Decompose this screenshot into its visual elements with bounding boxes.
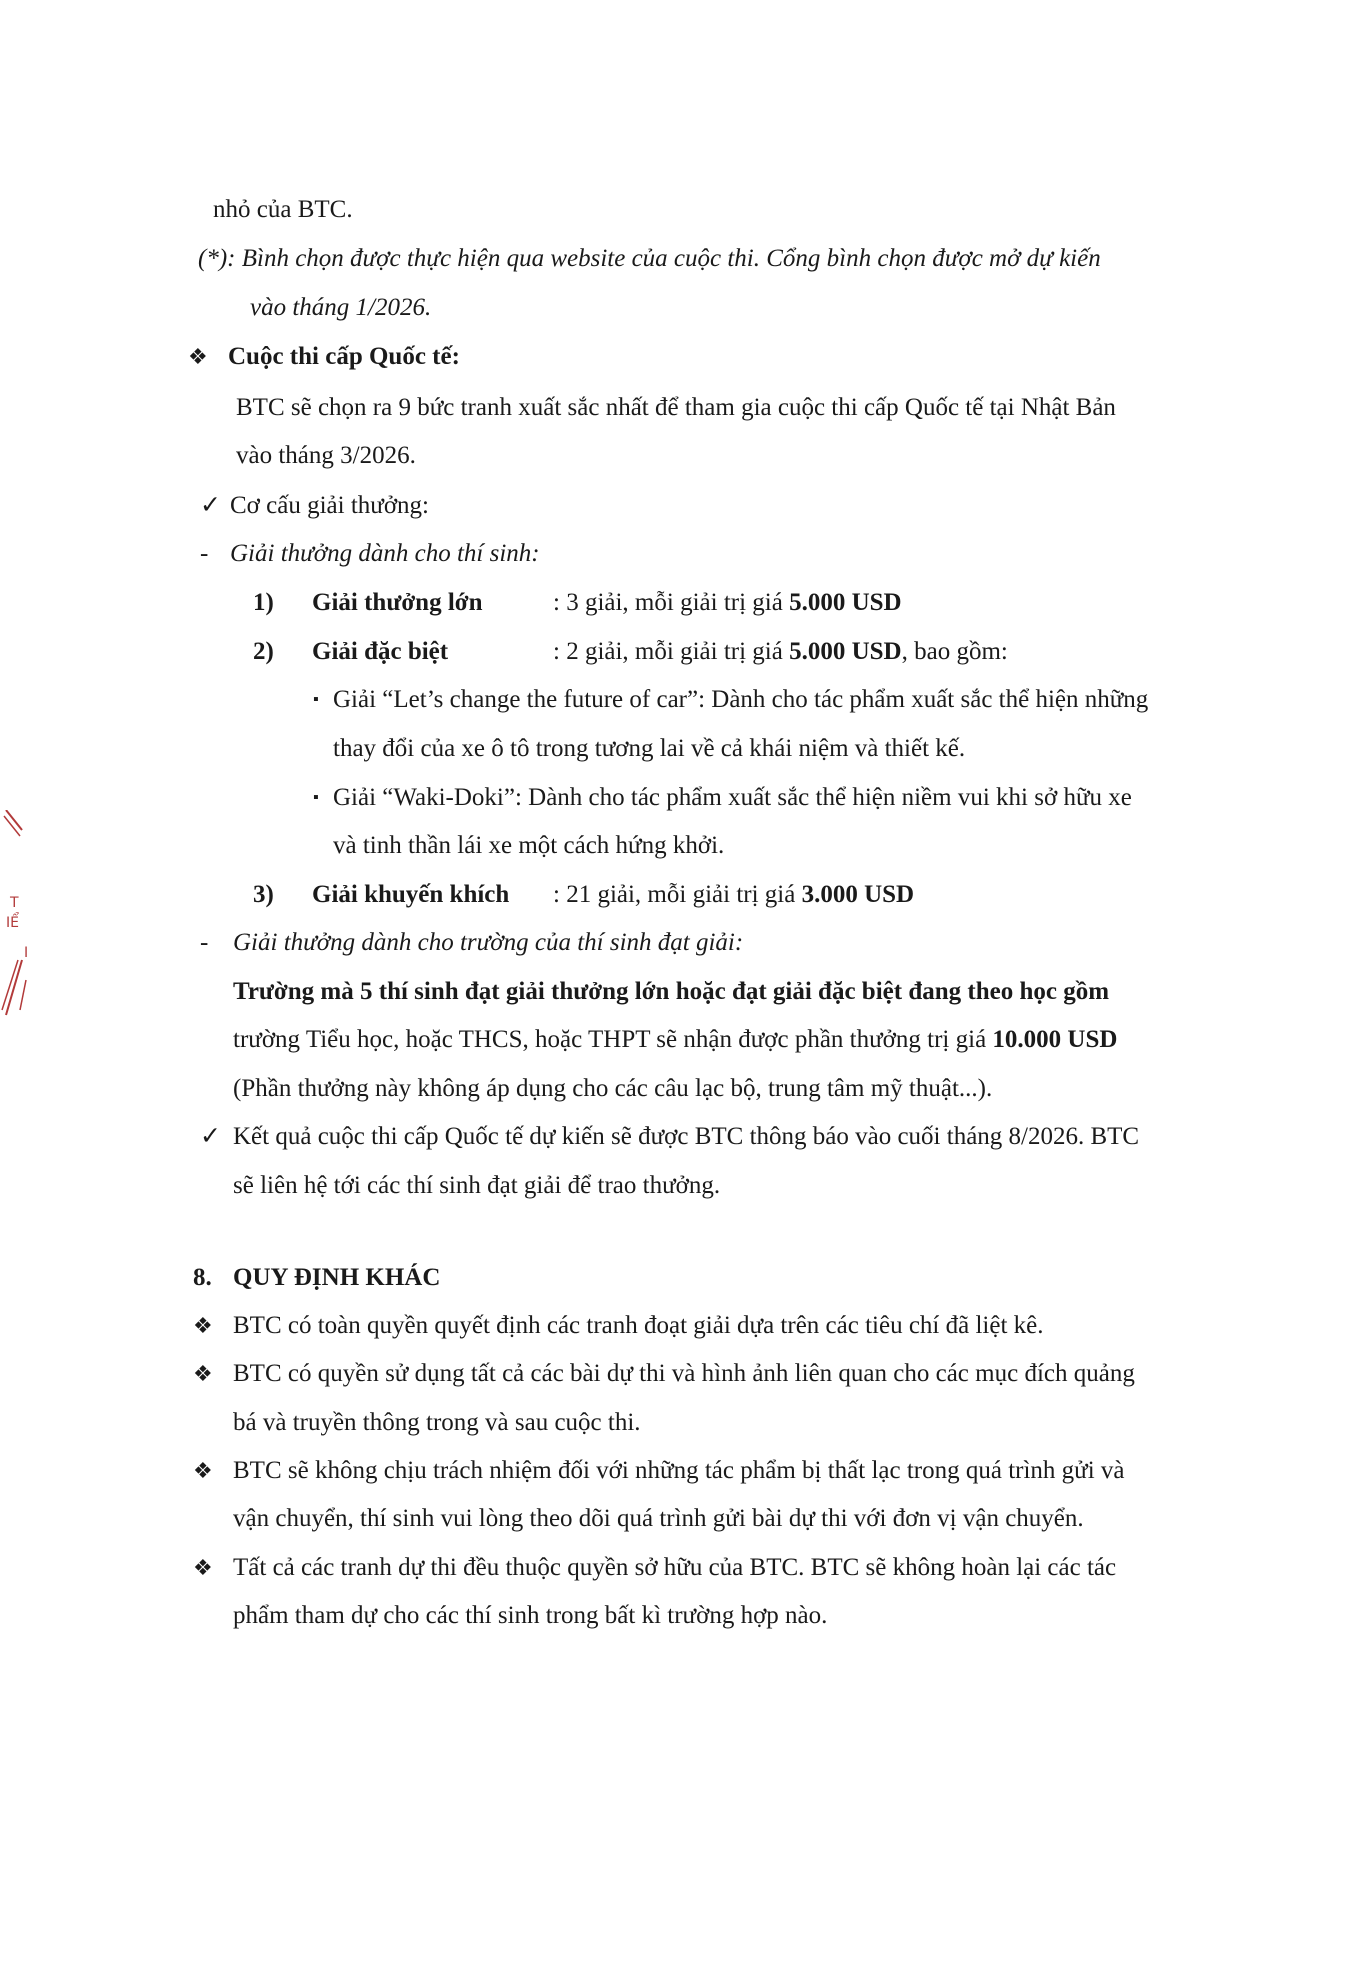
prize-number: 3) [253, 881, 274, 908]
stamp-letter: IỂ [6, 915, 19, 931]
stamp-letter: T [10, 895, 19, 911]
sub-prize-line: và tinh thần lái xe một cách hứng khởi. [333, 832, 725, 859]
result-paragraph: sẽ liên hệ tới các thí sinh đạt giải để trao thưởng. [233, 1172, 721, 1199]
stamp-fragment [0, 810, 36, 1030]
diamond-bullet-icon: ❖ [193, 1313, 213, 1338]
result-paragraph: Kết quả cuộc thi cấp Quốc tế dự kiến sẽ được BTC thông báo vào cuối tháng 8/2026. BTC [233, 1123, 1140, 1150]
diamond-bullet-icon: ❖ [193, 1361, 213, 1386]
diamond-bullet-icon: ❖ [188, 344, 208, 369]
section-number: 8. [193, 1264, 212, 1291]
rule-line: BTC có toàn quyền quyết định các tranh đoạt giải dựa trên các tiêu chí đã liệt kê. [233, 1312, 1044, 1339]
rule-line: BTC có quyền sử dụng tất cả các bài dự thi và hình ảnh liên quan cho các mục đích quảng [233, 1360, 1135, 1387]
school-paragraph: Trường mà 5 thí sinh đạt giải thưởng lớn hoặc đạt giải đặc biệt đang theo học gồm [233, 978, 1110, 1005]
prize-description: : 21 giải, mỗi giải trị giá 3.000 USD [553, 881, 915, 908]
students-heading: Giải thưởng dành cho thí sinh: [230, 540, 540, 567]
school-paragraph: trường Tiểu học, hoặc THCS, hoặc THPT sẽ nhận được phần thưởng trị giá 10.000 USD [233, 1026, 1118, 1053]
sub-prize-line: thay đổi của xe ô tô trong tương lai về cả khái niệm và thiết kế. [333, 735, 966, 762]
intl-paragraph: vào tháng 3/2026. [236, 442, 416, 469]
diamond-bullet-icon: ❖ [193, 1555, 213, 1580]
check-icon: ✓ [200, 492, 221, 519]
rule-line: Tất cả các tranh dự thi đều thuộc quyền sở hữu của BTC. BTC sẽ không hoàn lại các tác [233, 1554, 1117, 1581]
sub-prize-line: Giải “Waki-Doki”: Dành cho tác phẩm xuất sắc thể hiện niềm vui khi sở hữu xe [333, 784, 1132, 811]
stamp-letter: I [24, 945, 29, 961]
rule-line: bá và truyền thông trong và sau cuộc thi. [233, 1409, 641, 1436]
structure-heading: Cơ cấu giải thưởng: [230, 492, 429, 519]
rule-line: phẩm tham dự cho các thí sinh trong bất kì trường hợp nào. [233, 1602, 828, 1629]
rule-line: BTC sẽ không chịu trách nhiệm đối với những tác phẩm bị thất lạc trong quá trình gửi và [233, 1457, 1125, 1484]
school-paragraph: (Phần thưởng này không áp dụng cho các câu lạc bộ, trung tâm mỹ thuật...). [233, 1075, 993, 1102]
prize-number: 2) [253, 638, 274, 665]
dash-bullet-icon: - [200, 540, 209, 567]
check-icon: ✓ [200, 1123, 221, 1150]
intl-heading: Cuộc thi cấp Quốc tế: [228, 343, 460, 370]
square-bullet-icon: ▪ [313, 789, 319, 806]
diamond-bullet-icon: ❖ [193, 1458, 213, 1483]
prize-description: : 2 giải, mỗi giải trị giá 5.000 USD, bao gồm: [553, 638, 1008, 665]
text-line: nhỏ của BTC. [213, 196, 353, 223]
square-bullet-icon: ▪ [313, 691, 319, 708]
prize-name: Giải thưởng lớn [312, 589, 483, 616]
vote-note-line: (*): Bình chọn được thực hiện qua website của cuộc thi. Cổng bình chọn được mở dự kiến [198, 245, 1101, 272]
prize-name: Giải khuyến khích [312, 881, 510, 908]
prize-name: Giải đặc biệt [312, 638, 449, 665]
schools-heading: Giải thưởng dành cho trường của thí sinh đạt giải: [233, 929, 744, 956]
section-title: QUY ĐỊNH KHÁC [233, 1264, 441, 1291]
sub-prize-line: Giải “Let’s change the future of car”: Dành cho tác phẩm xuất sắc thể hiện những [333, 686, 1149, 713]
vote-note-line: vào tháng 1/2026. [250, 294, 432, 321]
rule-line: vận chuyển, thí sinh vui lòng theo dõi quá trình gửi bài dự thi với đơn vị vận chuyển. [233, 1505, 1084, 1532]
intl-paragraph: BTC sẽ chọn ra 9 bức tranh xuất sắc nhất để tham gia cuộc thi cấp Quốc tế tại Nhật Bản [236, 394, 1116, 421]
prize-number: 1) [253, 589, 274, 616]
prize-description: : 3 giải, mỗi giải trị giá 5.000 USD [553, 589, 902, 616]
dash-bullet-icon: - [200, 929, 209, 956]
